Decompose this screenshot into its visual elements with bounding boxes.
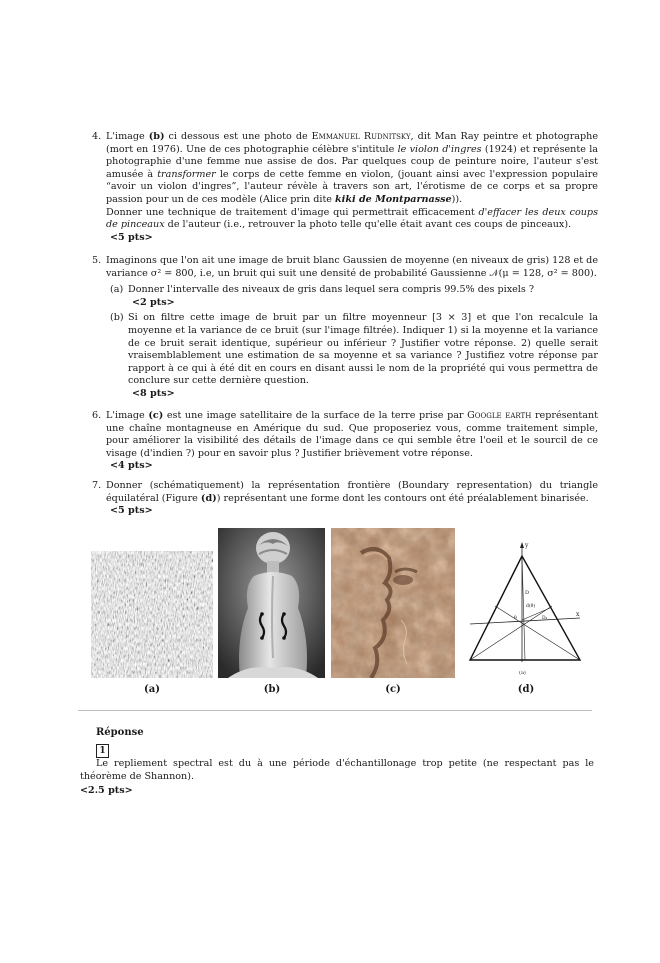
points: <5 pts> bbox=[110, 231, 153, 243]
question-4-text: L'image (b) ci dessous est une photo de Emmanuel Rudnitsky, dit Man Ray peintre et photographe (mort en 1976). Une de ces photographie célèbre s'intitule le violon d'ingres (1924) et représente la photographie d'une femme nue assise de dos. Par quelques coup de peinture noire, l'auteur s'est amusée à transformer le corps de cette femme en violon, (jouant ainsi avec l'expression populaire “avoir un violon d'ingres”, l'auteur révèle à travers son art, l'érotisme de ce corps et sa propre passion pour un de ces modèle (Alice prin dite kiki de Montparnasse)). bbox=[106, 131, 599, 205]
question-6-text: L'image (c) est une image satellitaire de la surface de la terre prise par Google earth représentant une chaîne montagneuse en Amérique du sud. Que proposeriez vous, comme traitement simple, pour améliorer la visibilité des détails de l'image dans ce qui semble être l'oeil et le sourcil de ce visage (d'indien ?) pour en savoir plus ? Justifier brièvement votre réponse. bbox=[106, 410, 599, 459]
points: <8 pts> bbox=[132, 387, 175, 399]
label-d-theta: d(θ) bbox=[526, 604, 536, 609]
question-6 bbox=[92, 410, 598, 473]
response-heading: Réponse bbox=[96, 727, 144, 738]
figure-d-triangle-diagram bbox=[462, 534, 590, 678]
sub-label: (a) bbox=[110, 284, 124, 296]
triangle-svg bbox=[462, 534, 590, 678]
figure-c-satellite-image bbox=[331, 528, 455, 678]
question-number: 7. bbox=[92, 480, 102, 491]
label-d: D bbox=[525, 590, 530, 596]
label-sub: (a) bbox=[519, 670, 526, 676]
response-text: Le repliement spectral est du à une période d'échantillonage trop petite (ne respectant pas le théorème de Shannon). bbox=[80, 758, 594, 782]
axis-label-x: x bbox=[576, 611, 580, 618]
question-5 bbox=[92, 255, 598, 401]
section-divider bbox=[78, 710, 592, 711]
label-dk: Dₖ bbox=[542, 616, 548, 621]
question-7 bbox=[92, 480, 598, 518]
caption-b: (b) bbox=[263, 684, 281, 695]
caption-c: (c) bbox=[385, 684, 401, 695]
points: <4 pts> bbox=[110, 460, 153, 472]
caption-a: (a) bbox=[144, 684, 160, 695]
question-5a-text: Donner l'intervalle des niveaux de gris dans lequel sera compris 99.5% des pixels ? bbox=[128, 284, 534, 296]
axis-label-y: y bbox=[525, 542, 529, 549]
points: <2 pts> bbox=[132, 296, 175, 308]
figure-a-noise-image bbox=[91, 551, 213, 678]
question-5-text: Imaginons que l'on ait une image de bruit blanc Gaussien de moyenne (en niveaux de gris) 128 et de variance σ² = 800, i.e, un bruit qui suit une densité de probabilité Gaussienne 𝒩(μ = 128, σ² = 800). bbox=[106, 255, 598, 279]
noise-texture-svg bbox=[91, 551, 213, 678]
violin-photo-svg bbox=[218, 528, 325, 678]
question-5b bbox=[106, 312, 598, 400]
question-number: 4. bbox=[92, 131, 102, 142]
question-4 bbox=[92, 131, 598, 244]
response-number-box: 1 bbox=[96, 744, 109, 758]
caption-d: (d) bbox=[517, 684, 535, 695]
figure-b-photo bbox=[218, 528, 325, 678]
satellite-svg bbox=[331, 528, 455, 678]
question-5b-text: Si on filtre cette image de bruit par un filtre moyenneur [3 × 3] et que l'on recalcule la moyenne et la variance de ce bruit (sur l'image filtrée). Indiquer 1) si la moyenne et la variance de ce bruit serait identique, supérieur ou inférieur ? Justifier votre réponse. 2) quelle serait vraisemblablement une estimation de sa moyenne et sa variance ? Justifiez votre réponse par rapport à ce qui à été dit en cours en disant aussi le nom de la propriété qui vous permettra de conclure sur cette dernière question. bbox=[128, 312, 598, 387]
question-5a bbox=[106, 284, 598, 309]
question-7-text: Donner (schématiquement) la représentation frontière (Boundary representation) du triangle équilatéral (Figure (d)) représentant une forme dont les contours ont été préalablement binarisée. bbox=[106, 480, 598, 504]
points: <5 pts> bbox=[110, 505, 153, 517]
label-theta: θ bbox=[514, 616, 517, 621]
question-number: 5. bbox=[92, 255, 102, 266]
sub-label: (b) bbox=[110, 312, 124, 324]
response-points: <2.5 pts> bbox=[80, 785, 133, 796]
question-number: 6. bbox=[92, 410, 102, 421]
question-4-task: Donner une technique de traitement d'image qui permettrait efficacement d'effacer les deux coups de pinceaux de l'auteur (i.e., retrouver la photo telle qu'elle était avant ces coups de pinceaux). bbox=[106, 206, 599, 231]
